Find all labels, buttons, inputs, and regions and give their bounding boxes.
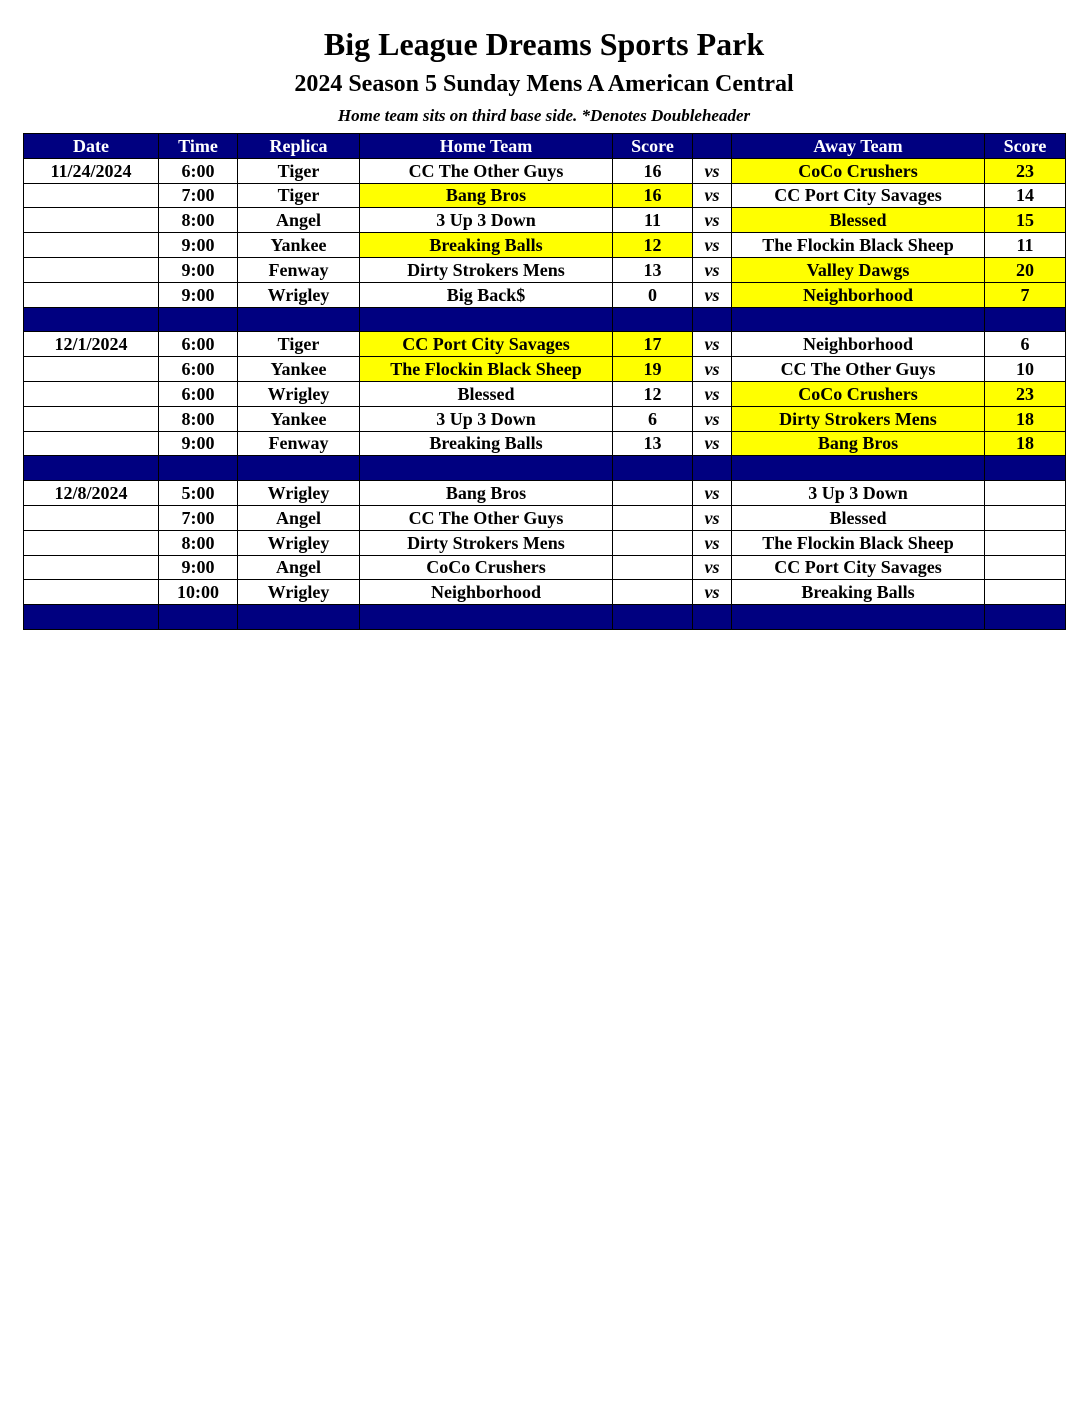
away-team-cell: Dirty Strokers Mens <box>732 406 985 431</box>
away-score-cell: 18 <box>985 431 1066 456</box>
separator-cell <box>238 307 360 332</box>
time-cell: 7:00 <box>159 505 238 530</box>
separator-cell <box>613 307 693 332</box>
separator-cell <box>360 456 613 481</box>
time-cell: 9:00 <box>159 282 238 307</box>
home-team-cell: The Flockin Black Sheep <box>360 357 613 382</box>
date-cell <box>24 580 159 605</box>
home-score-cell: 17 <box>613 332 693 357</box>
away-score-cell: 10 <box>985 357 1066 382</box>
vs-cell: vs <box>693 381 732 406</box>
home-score-cell: 13 <box>613 257 693 282</box>
separator-cell <box>360 307 613 332</box>
vs-cell: vs <box>693 357 732 382</box>
vs-cell: vs <box>693 183 732 208</box>
home-score-cell: 16 <box>613 158 693 183</box>
home-score-cell <box>613 580 693 605</box>
away-team-cell: The Flockin Black Sheep <box>732 233 985 258</box>
vs-cell: vs <box>693 208 732 233</box>
page-subtitle: 2024 Season 5 Sunday Mens A American Central <box>294 71 794 97</box>
away-score-cell: 23 <box>985 158 1066 183</box>
away-score-cell: 14 <box>985 183 1066 208</box>
separator-cell <box>613 605 693 630</box>
date-cell <box>24 555 159 580</box>
table-row <box>24 580 1066 605</box>
away-team-cell: CoCo Crushers <box>732 158 985 183</box>
vs-cell: vs <box>693 555 732 580</box>
schedule-note: Home team sits on third base side. *Denotes Doubleheader <box>337 106 751 125</box>
time-cell: 9:00 <box>159 233 238 258</box>
date-cell <box>24 282 159 307</box>
time-cell: 7:00 <box>159 183 238 208</box>
vs-cell: vs <box>693 481 732 506</box>
table-row <box>24 530 1066 555</box>
table-row <box>24 381 1066 406</box>
replica-cell: Wrigley <box>238 530 360 555</box>
separator-cell <box>613 456 693 481</box>
separator-cell <box>732 307 985 332</box>
replica-cell: Angel <box>238 208 360 233</box>
date-cell <box>24 406 159 431</box>
time-cell: 8:00 <box>159 406 238 431</box>
replica-cell: Tiger <box>238 183 360 208</box>
home-score-cell: 6 <box>613 406 693 431</box>
time-cell: 6:00 <box>159 381 238 406</box>
home-team-cell: Breaking Balls <box>360 431 613 456</box>
separator-cell <box>985 605 1066 630</box>
date-cell <box>24 183 159 208</box>
table-row <box>24 158 1066 183</box>
separator-cell <box>693 456 732 481</box>
away-score-cell <box>985 530 1066 555</box>
home-team-cell: Neighborhood <box>360 580 613 605</box>
replica-cell: Fenway <box>238 257 360 282</box>
home-team-cell: CoCo Crushers <box>360 555 613 580</box>
date-cell <box>24 233 159 258</box>
separator-cell <box>238 605 360 630</box>
separator-cell <box>732 456 985 481</box>
separator-cell <box>159 605 238 630</box>
vs-cell: vs <box>693 233 732 258</box>
home-score-cell <box>613 555 693 580</box>
home-team-cell: Dirty Strokers Mens <box>360 530 613 555</box>
col-replica-header: Replica <box>238 134 360 159</box>
home-score-cell: 0 <box>613 282 693 307</box>
home-team-cell: Bang Bros <box>360 481 613 506</box>
schedule-table <box>23 133 1066 630</box>
time-cell: 6:00 <box>159 158 238 183</box>
away-score-cell <box>985 555 1066 580</box>
away-score-cell <box>985 580 1066 605</box>
table-row <box>24 183 1066 208</box>
away-team-cell: CoCo Crushers <box>732 381 985 406</box>
time-cell: 5:00 <box>159 481 238 506</box>
replica-cell: Wrigley <box>238 580 360 605</box>
separator-cell <box>24 456 159 481</box>
date-cell: 11/24/2024 <box>24 158 159 183</box>
replica-cell: Tiger <box>238 332 360 357</box>
separator-cell <box>24 605 159 630</box>
replica-cell: Fenway <box>238 431 360 456</box>
week-separator-row <box>24 456 1066 481</box>
home-team-cell: Bang Bros <box>360 183 613 208</box>
col-vs-header <box>693 134 732 159</box>
time-cell: 6:00 <box>159 332 238 357</box>
home-score-cell <box>613 530 693 555</box>
away-score-cell <box>985 505 1066 530</box>
separator-cell <box>732 605 985 630</box>
separator-cell <box>985 307 1066 332</box>
separator-cell <box>24 307 159 332</box>
away-team-cell: CC The Other Guys <box>732 357 985 382</box>
vs-cell: vs <box>693 580 732 605</box>
home-team-cell: Breaking Balls <box>360 233 613 258</box>
home-team-cell: Big Back$ <box>360 282 613 307</box>
home-team-cell: 3 Up 3 Down <box>360 406 613 431</box>
separator-cell <box>238 456 360 481</box>
table-row <box>24 357 1066 382</box>
date-cell <box>24 431 159 456</box>
home-score-cell <box>613 505 693 530</box>
away-team-cell: Blessed <box>732 505 985 530</box>
home-score-cell: 13 <box>613 431 693 456</box>
away-score-cell: 20 <box>985 257 1066 282</box>
table-row <box>24 208 1066 233</box>
away-team-cell: The Flockin Black Sheep <box>732 530 985 555</box>
date-cell <box>24 208 159 233</box>
date-cell <box>24 505 159 530</box>
home-score-cell: 11 <box>613 208 693 233</box>
separator-cell <box>360 605 613 630</box>
home-score-cell: 19 <box>613 357 693 382</box>
away-score-cell: 11 <box>985 233 1066 258</box>
table-row <box>24 282 1066 307</box>
replica-cell: Yankee <box>238 357 360 382</box>
away-team-cell: Bang Bros <box>732 431 985 456</box>
away-team-cell: CC Port City Savages <box>732 183 985 208</box>
away-team-cell: Breaking Balls <box>732 580 985 605</box>
separator-cell <box>693 605 732 630</box>
table-row <box>24 431 1066 456</box>
replica-cell: Angel <box>238 505 360 530</box>
away-team-cell: Neighborhood <box>732 282 985 307</box>
home-team-cell: 3 Up 3 Down <box>360 208 613 233</box>
table-row <box>24 233 1066 258</box>
away-team-cell: CC Port City Savages <box>732 555 985 580</box>
date-cell <box>24 530 159 555</box>
away-team-cell: 3 Up 3 Down <box>732 481 985 506</box>
time-cell: 8:00 <box>159 208 238 233</box>
away-score-cell: 18 <box>985 406 1066 431</box>
home-team-cell: Blessed <box>360 381 613 406</box>
date-cell: 12/8/2024 <box>24 481 159 506</box>
vs-cell: vs <box>693 282 732 307</box>
table-row <box>24 555 1066 580</box>
col-home-score-header: Score <box>613 134 693 159</box>
date-cell <box>24 381 159 406</box>
separator-cell <box>693 307 732 332</box>
page-title: Big League Dreams Sports Park <box>323 26 765 62</box>
separator-cell <box>159 456 238 481</box>
away-team-cell: Valley Dawgs <box>732 257 985 282</box>
time-cell: 9:00 <box>159 257 238 282</box>
vs-cell: vs <box>693 158 732 183</box>
time-cell: 9:00 <box>159 555 238 580</box>
replica-cell: Angel <box>238 555 360 580</box>
col-home-team-header: Home Team <box>360 134 613 159</box>
away-score-cell: 23 <box>985 381 1066 406</box>
time-cell: 6:00 <box>159 357 238 382</box>
home-team-cell: CC Port City Savages <box>360 332 613 357</box>
vs-cell: vs <box>693 505 732 530</box>
away-team-cell: Neighborhood <box>732 332 985 357</box>
date-cell <box>24 357 159 382</box>
replica-cell: Wrigley <box>238 481 360 506</box>
table-row <box>24 481 1066 506</box>
home-team-cell: CC The Other Guys <box>360 158 613 183</box>
col-date-header: Date <box>24 134 159 159</box>
home-score-cell: 12 <box>613 233 693 258</box>
separator-cell <box>985 456 1066 481</box>
table-row <box>24 257 1066 282</box>
date-cell: 12/1/2024 <box>24 332 159 357</box>
home-score-cell <box>613 481 693 506</box>
replica-cell: Wrigley <box>238 381 360 406</box>
away-score-cell: 15 <box>985 208 1066 233</box>
schedule-body <box>24 158 1066 629</box>
replica-cell: Tiger <box>238 158 360 183</box>
time-cell: 9:00 <box>159 431 238 456</box>
replica-cell: Yankee <box>238 406 360 431</box>
away-score-cell: 6 <box>985 332 1066 357</box>
vs-cell: vs <box>693 406 732 431</box>
away-team-cell: Blessed <box>732 208 985 233</box>
home-score-cell: 12 <box>613 381 693 406</box>
week-separator-row <box>24 307 1066 332</box>
col-time-header: Time <box>159 134 238 159</box>
vs-cell: vs <box>693 332 732 357</box>
away-score-cell: 7 <box>985 282 1066 307</box>
home-score-cell: 16 <box>613 183 693 208</box>
vs-cell: vs <box>693 530 732 555</box>
home-team-cell: Dirty Strokers Mens <box>360 257 613 282</box>
away-score-cell <box>985 481 1066 506</box>
replica-cell: Yankee <box>238 233 360 258</box>
time-cell: 10:00 <box>159 580 238 605</box>
week-separator-row <box>24 605 1066 630</box>
table-row <box>24 406 1066 431</box>
table-row <box>24 332 1066 357</box>
date-cell <box>24 257 159 282</box>
col-away-score-header: Score <box>985 134 1066 159</box>
separator-cell <box>159 307 238 332</box>
header-row <box>24 134 1066 159</box>
col-away-team-header: Away Team <box>732 134 985 159</box>
vs-cell: vs <box>693 431 732 456</box>
home-team-cell: CC The Other Guys <box>360 505 613 530</box>
vs-cell: vs <box>693 257 732 282</box>
replica-cell: Wrigley <box>238 282 360 307</box>
table-row <box>24 505 1066 530</box>
time-cell: 8:00 <box>159 530 238 555</box>
